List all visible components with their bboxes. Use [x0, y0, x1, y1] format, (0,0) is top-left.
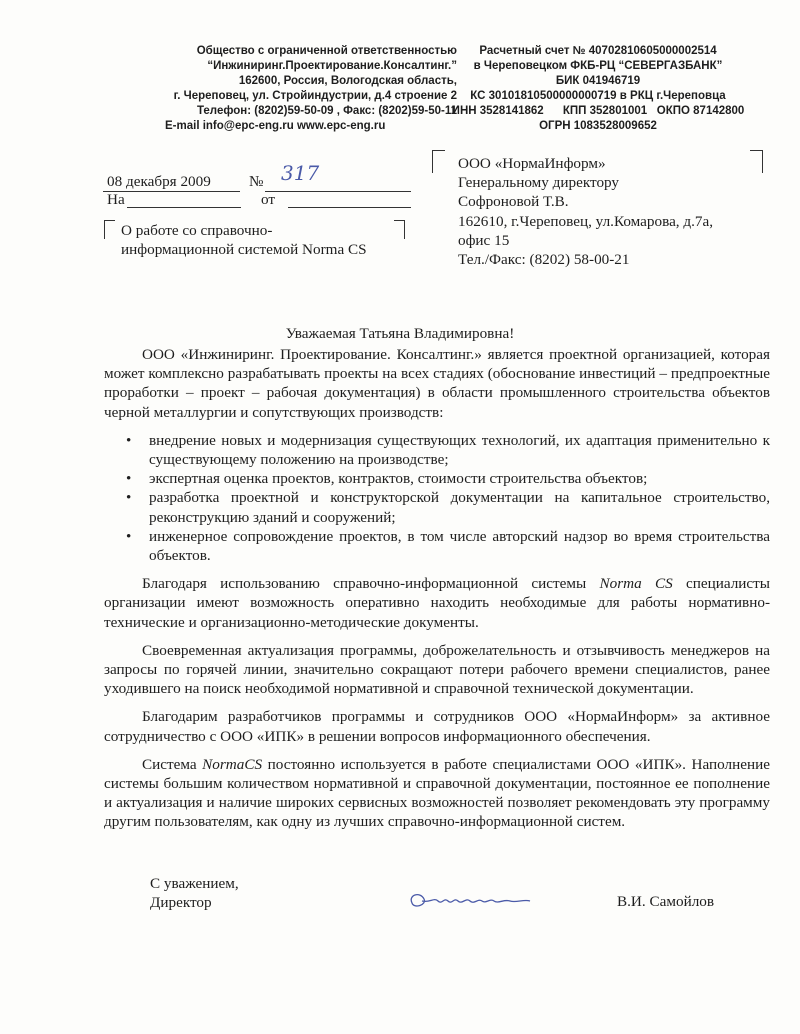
on-label: На	[107, 191, 125, 208]
from-label: от	[261, 191, 276, 208]
registration-reference	[103, 190, 413, 210]
letter-number: 317	[281, 161, 320, 185]
okpo: ОКПО 87142800	[656, 105, 745, 117]
signature-image	[400, 885, 540, 915]
letter-date: 08 декабря 2009	[107, 173, 211, 190]
subject-line-1: О работе со справочно-	[121, 222, 273, 239]
list-item	[126, 527, 770, 565]
signer-title: Директор	[150, 894, 212, 912]
paragraph-text: Система	[142, 755, 203, 773]
company-name-line: Общество с ограниченной ответственностью	[196, 45, 457, 57]
bullet-icon: •	[126, 489, 132, 507]
paragraph-text: постоянно используется в работе специалистами ООО «ИПК». Наполнение системы большим количеством нормативной и справочной документации, постоянное ее пополнение и актуализация и наличие широких сервисных возможностей позволяет рекомендовать эту программу другим пользователям, как одну из лучших справочно-информационной систем.	[104, 755, 770, 831]
list-item-text: разработка проектной и конструкторской документации на капитальное строительство, реконструкцию зданий и сооружений;	[149, 489, 770, 526]
letter-body	[104, 345, 770, 841]
on-underline	[127, 207, 241, 208]
kpp: КПП 352801001	[562, 105, 648, 117]
paragraph-text: Благодаря использованию справочно-информационной системы	[142, 575, 600, 593]
company-name: “Инжиниринг.Проектирование.Консалтинг.”	[207, 60, 457, 72]
company-phone-fax: Телефон: (8202)59-50-09 , Факс: (8202)59-50-11	[196, 105, 457, 117]
bullet-icon: •	[126, 527, 132, 545]
addressee-address: 162610, г.Череповец, ул.Комарова, д.7а,	[458, 212, 714, 230]
addressee-name: Софроновой Т.В.	[458, 193, 569, 211]
product-name: Norma CS	[599, 575, 673, 593]
normacs-benefit-paragraph	[104, 574, 770, 632]
letter-subject	[104, 217, 404, 263]
addressee-org: ООО «НормаИнформ»	[458, 155, 606, 172]
list-item-text: экспертная оценка проектов, контрактов, стоимости строительства объектов;	[149, 470, 648, 488]
tax-ids	[432, 104, 764, 119]
addressee-phone: Тел./Факс: (8202) 58-00-21	[458, 251, 630, 269]
bank-bik: БИК 041946719	[555, 75, 641, 87]
thanks-paragraph: Благодарим разработчиков программы и сотрудников ООО «НормаИнформ» за активное сотрудничество с ООО «ИПК» в решении вопросов информационного обеспечения.	[104, 708, 770, 745]
bullet-icon: •	[126, 431, 132, 449]
corner-bracket-left	[432, 150, 445, 173]
corner-bracket-right	[394, 220, 405, 239]
number-label: №	[249, 173, 264, 190]
intro-paragraph: ООО «Инжиниринг. Проектирование. Консалтинг.» является проектной организацией, которая может комплексно разрабатывать проекты на всех стадиях (обоснование инвестиций – предпроектные проработки – проект – рабочая документация) в области промышленного строительства объектов черной металлургии и сопутствующих производств:	[104, 346, 770, 421]
corner-bracket-left	[104, 220, 115, 239]
addressee-title: Генеральному директору	[458, 174, 620, 192]
bank-account: Расчетный счет № 40702810605000002514	[479, 45, 717, 57]
support-paragraph: Своевременная актуализация программы, доброжелательность и отзывчивость менеджеров на запросы по горячей линии, значительно сокращают потери рабочего времени специалистов, ранее уходившего на поиск необходимой нормативной и справочной технической документации.	[104, 641, 770, 698]
salutation: Уважаемая Татьяна Владимировна!	[285, 325, 515, 342]
addressee-block	[432, 150, 762, 280]
list-item-text: инженерное сопровождение проектов, в том числе авторский надзор во время строительства объектов.	[149, 527, 770, 565]
product-name: NormaCS	[202, 755, 263, 773]
company-email-web: E-mail info@epc-eng.ru www.epc-eng.ru	[165, 120, 386, 132]
list-item-text: внедрение новых и модернизация существующих технологий, их адаптация применительно к существующему положению на производстве;	[149, 431, 770, 469]
subject-line-2: информационной системой Norma CS	[121, 241, 367, 258]
registration-date-number	[103, 161, 413, 192]
paragraph-text: специалисты организации имеют возможность оперативно находить необходимые для работы нормативно-технические и организационно-методические документы.	[104, 575, 770, 631]
inn: ИНН 3528141862	[451, 105, 544, 117]
bank-name: в Череповецком ФКБ-РЦ “СЕВЕРГАЗБАНК”	[473, 60, 723, 72]
closing-block	[150, 874, 239, 912]
recommendation-paragraph	[104, 755, 770, 832]
closing-regards: С уважением,	[150, 875, 239, 892]
services-list	[104, 431, 770, 565]
addressee-office: офис 15	[458, 231, 510, 249]
bank-corr-account: КС 30101810500000000719 в РКЦ г.Череповца	[470, 90, 726, 102]
company-postal-region: 162600, Россия, Вологодская область,	[238, 75, 457, 87]
list-item	[126, 488, 770, 526]
list-item	[126, 469, 770, 488]
bullet-icon: •	[126, 470, 132, 488]
signer-name: В.И. Самойлов	[617, 893, 715, 910]
corner-bracket-right	[750, 150, 763, 173]
ogrn: ОГРН 1083528009652	[539, 120, 657, 132]
from-underline	[288, 207, 411, 208]
company-letterhead	[102, 44, 457, 134]
list-item	[126, 431, 770, 469]
bank-details	[432, 44, 764, 134]
company-street-address: г. Череповец, ул. Стройиндустрии, д.4 строение 2	[173, 90, 457, 102]
